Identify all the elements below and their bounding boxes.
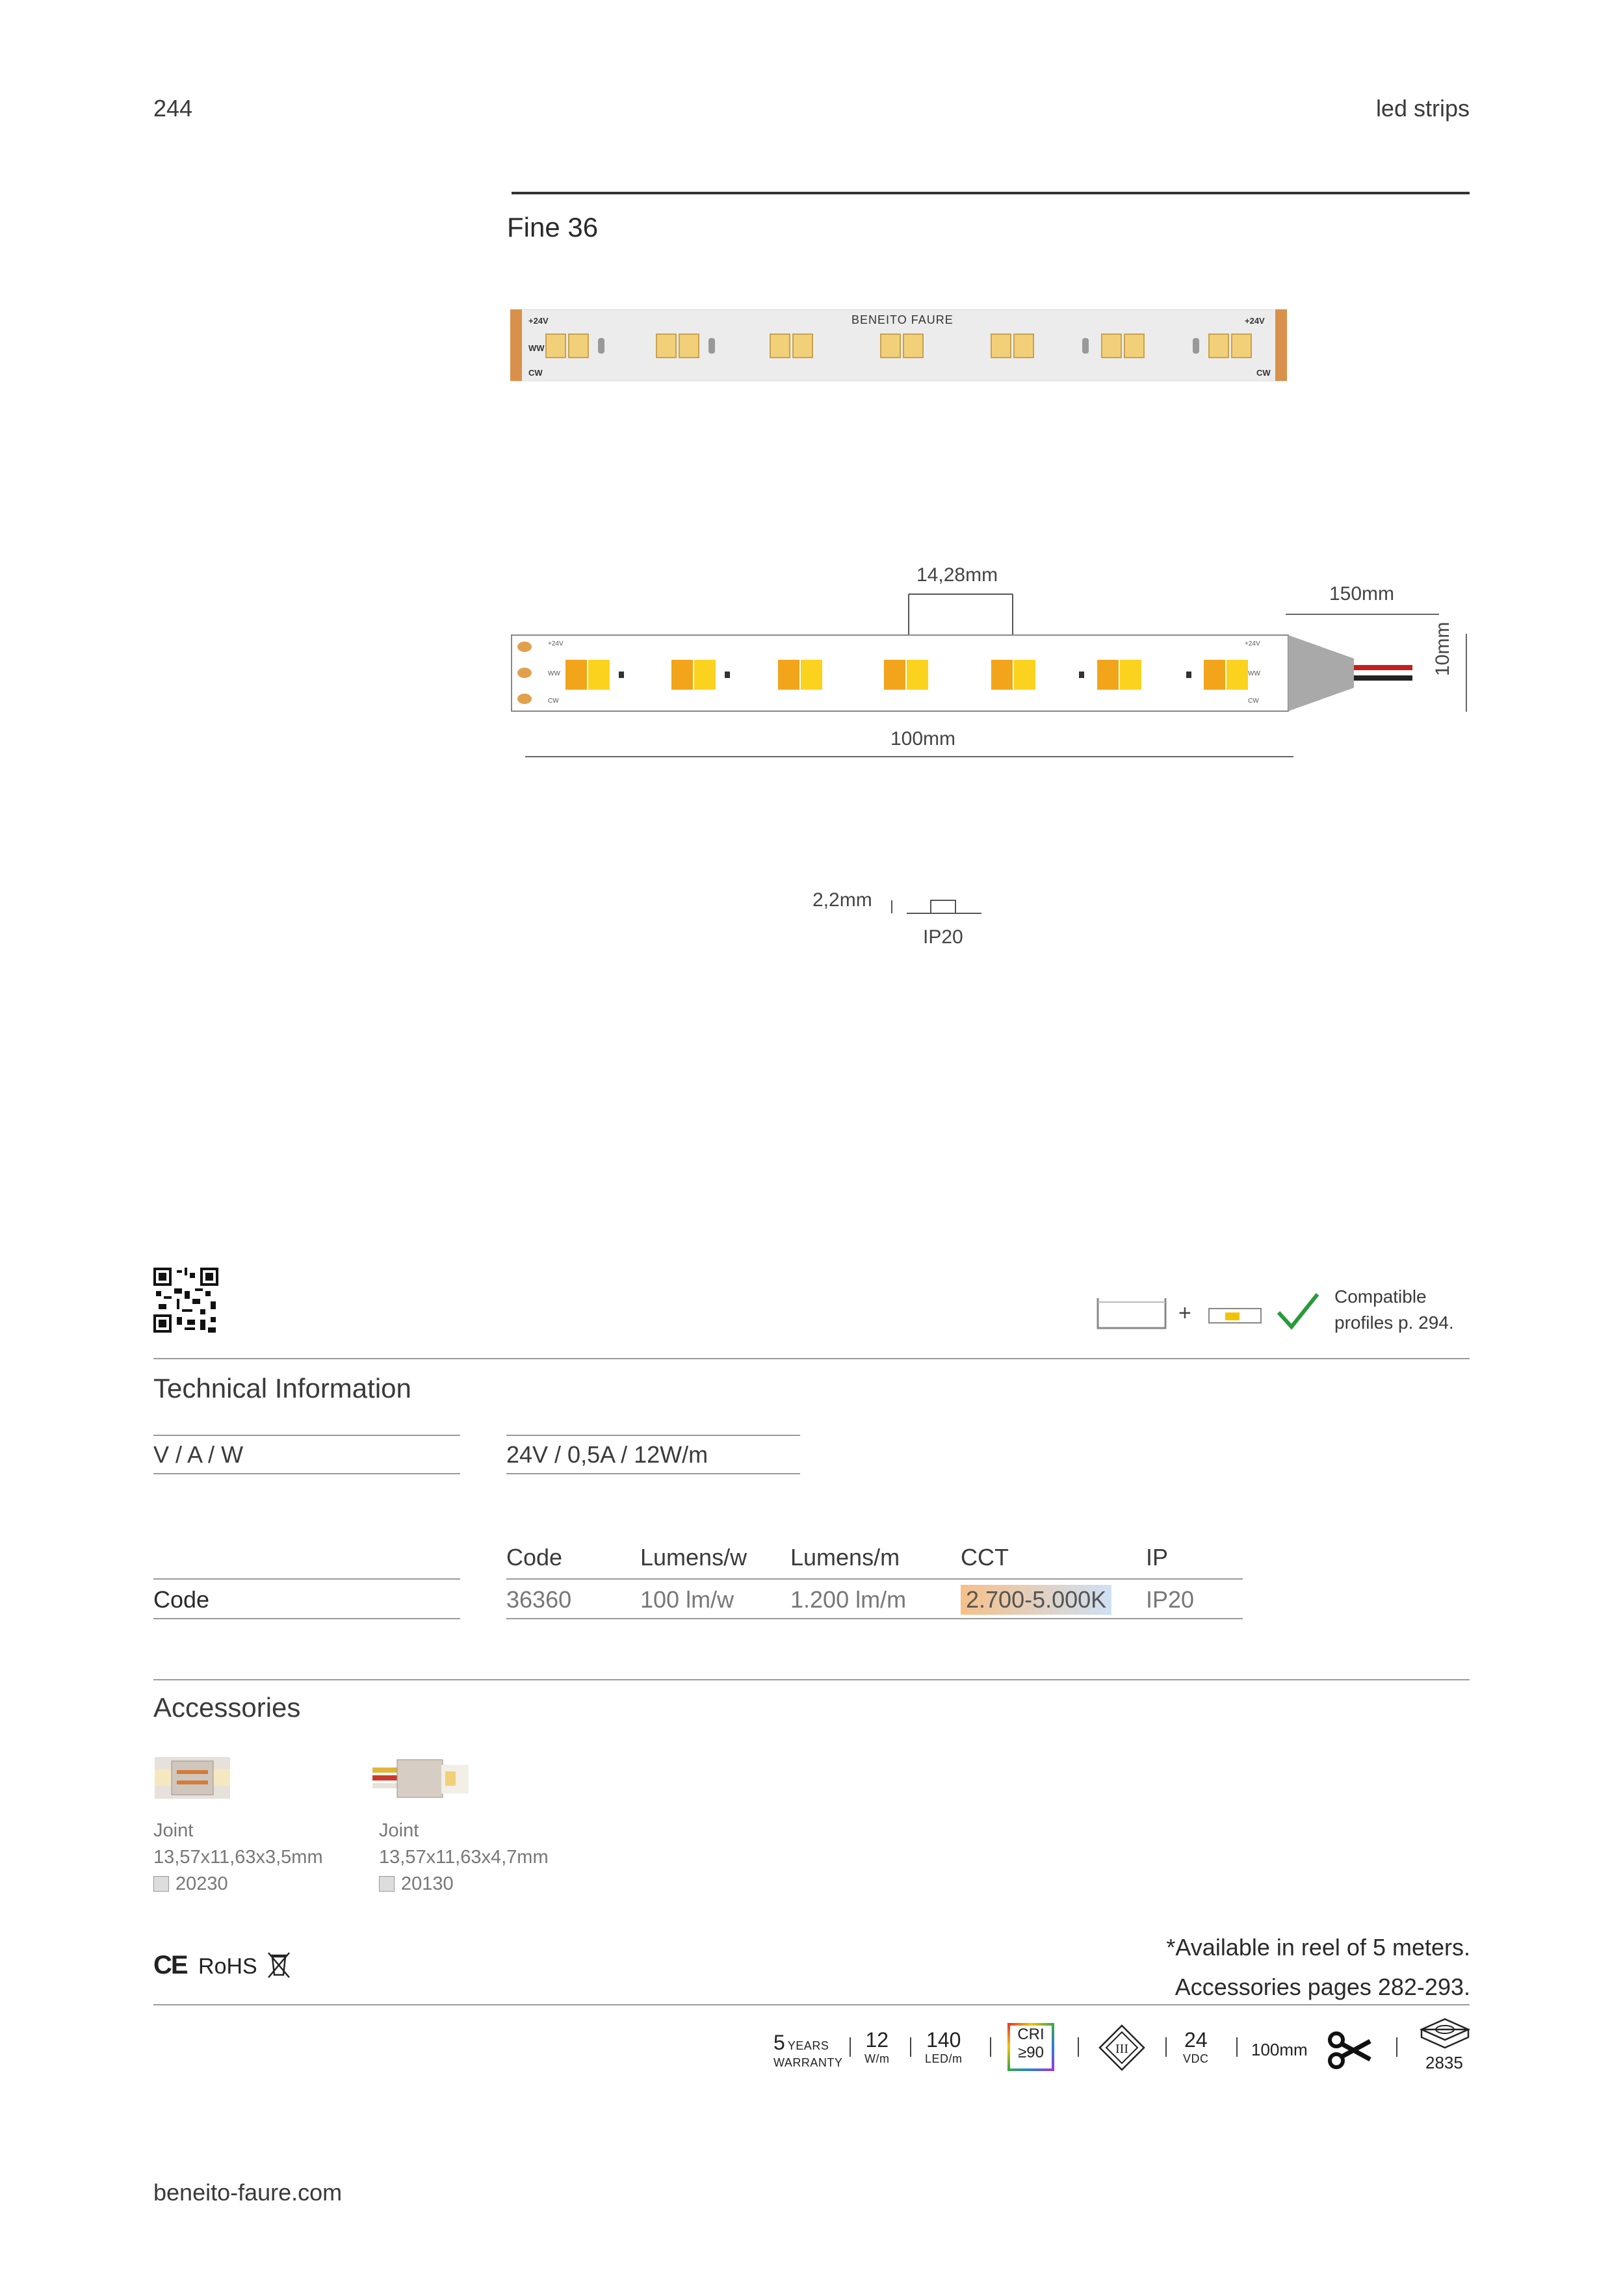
led-num: 140	[926, 2028, 961, 2052]
drawing-label-ww-right: WW	[1248, 670, 1260, 677]
sep-1	[850, 2037, 851, 2057]
volt-num: 24	[1184, 2028, 1208, 2052]
watt-icon	[864, 2028, 889, 2066]
accessory-2-checkbox[interactable]	[379, 1876, 395, 1892]
sep-7	[1396, 2037, 1397, 2057]
td-cct: 2.700-5.000K	[961, 1585, 1111, 1615]
dim-cut-line	[525, 756, 1293, 757]
page-number: 244	[153, 95, 193, 122]
certifications	[153, 1950, 291, 1980]
profile-section	[890, 894, 988, 920]
dim-thickness: 2,2mm	[812, 889, 872, 911]
accessory-2-dims: 13,57x11,63x4,7mm	[379, 1847, 549, 1868]
code-rule-bottom-right	[506, 1618, 1243, 1619]
vaw-rule-bottom-left	[153, 1473, 460, 1474]
drawing-label-ww-left: WW	[548, 670, 560, 677]
reel-note: *Available in reel of 5 meters.	[1166, 1934, 1470, 1961]
ce-mark: CE	[153, 1951, 187, 1979]
dim-pitch: 14,28mm	[916, 564, 998, 586]
led-unit: LED/m	[925, 2052, 963, 2065]
class-iii-icon	[1098, 2024, 1145, 2071]
title-rule	[512, 192, 1470, 194]
joint-image-2	[372, 1752, 470, 1804]
acc-rule	[153, 1679, 1470, 1680]
dim-height: 10mm	[1432, 621, 1453, 676]
accessory-1-code: 20230	[175, 1873, 228, 1894]
drawing-label-cw-right: CW	[1248, 698, 1259, 705]
strip-drawing	[510, 634, 1433, 715]
td-code[interactable]: 36360	[506, 1586, 572, 1613]
drawing-label-24v-left: +24V	[548, 640, 564, 647]
accessory-2-code: 20130	[401, 1873, 454, 1894]
vaw-rule-top-right	[506, 1435, 800, 1436]
warranty-years: YEARS	[787, 2039, 829, 2052]
strip-label-24v-left: +24V	[528, 316, 549, 326]
warranty-word: WARRANTY	[773, 2056, 843, 2069]
td-lumens-m: 1.200 lm/m	[790, 1586, 907, 1613]
strip-label-cw-left: CW	[528, 368, 543, 378]
accessories-heading: Accessories	[153, 1692, 301, 1723]
sep-5	[1165, 2037, 1167, 2057]
code-rule-top-right	[506, 1578, 1243, 1580]
watt-num: 12	[865, 2028, 889, 2052]
td-lumens-w: 100 lm/w	[640, 1586, 734, 1613]
accessory-1-name: Joint	[153, 1820, 194, 1841]
strip-label-24v-right: +24V	[1245, 316, 1265, 326]
sep-6	[1236, 2037, 1238, 2057]
compatible-profiles-icon	[1095, 1290, 1329, 1336]
sep-4	[1078, 2037, 1079, 2057]
dim-cable-line	[1286, 614, 1439, 615]
code-label: Code	[153, 1586, 210, 1613]
compatible-note[interactable]	[1334, 1284, 1454, 1336]
accessory-1-checkbox[interactable]	[153, 1876, 169, 1892]
icons-rule	[153, 2004, 1470, 2005]
qr-code[interactable]	[153, 1268, 218, 1333]
rohs-mark: RoHS	[198, 1954, 257, 1979]
drawing-label-cw-left: CW	[548, 698, 559, 705]
weee-bin-icon	[267, 1950, 291, 1979]
chip-label: 2835	[1425, 2053, 1463, 2072]
th-lumens-m: Lumens/m	[790, 1544, 900, 1571]
class-iii-text: III	[1115, 2042, 1128, 2056]
product-title: Fine 36	[507, 212, 599, 242]
accessory-2-name: Joint	[379, 1820, 419, 1841]
strip-label-cw-right: CW	[1256, 368, 1271, 378]
dim-pitch-bracket	[903, 592, 1020, 637]
code-rule-top-left	[153, 1578, 460, 1580]
sep-3	[990, 2037, 991, 2057]
svg-text:+: +	[1178, 1301, 1191, 1325]
td-ip: IP20	[1146, 1586, 1195, 1613]
dim-height-line	[1466, 634, 1467, 712]
accessory-1-dims: 13,57x11,63x3,5mm	[153, 1847, 323, 1868]
scissors-icon	[1327, 2031, 1373, 2070]
voltage-icon	[1183, 2028, 1209, 2066]
cri-bottom: ≥90	[1018, 2044, 1044, 2061]
cri-icon	[1007, 2023, 1054, 2071]
vaw-rule-bottom-right	[506, 1473, 800, 1474]
drawing-label-24v-right: +24V	[1245, 640, 1260, 647]
strip-brand: BENEITO FAURE	[851, 313, 954, 326]
vaw-value: 24V / 0,5A / 12W/m	[506, 1441, 708, 1468]
th-cct: CCT	[961, 1544, 1009, 1571]
section-title: led strips	[1375, 95, 1470, 122]
th-ip: IP	[1146, 1544, 1169, 1571]
sep-2	[910, 2037, 911, 2057]
accessory-2[interactable]	[379, 1818, 549, 1898]
chip-package-icon	[1419, 2016, 1471, 2053]
warranty-num: 5	[773, 2031, 785, 2054]
joint-image-1	[153, 1752, 231, 1804]
dim-cable-length: 150mm	[1329, 583, 1395, 605]
watt-unit: W/m	[864, 2052, 890, 2065]
volt-unit: VDC	[1183, 2052, 1209, 2065]
cri-top: CRI	[1017, 2026, 1045, 2043]
website-link[interactable]: beneito-faure.com	[153, 2179, 343, 2206]
accessories-pages-note[interactable]: Accessories pages 282-293.	[1175, 1974, 1470, 2000]
dim-cut-length: 100mm	[890, 728, 956, 750]
strip-label-ww-left: WW	[528, 343, 545, 353]
technical-heading: Technical Information	[153, 1373, 411, 1403]
vaw-rule-top-left	[153, 1435, 460, 1436]
spec-icons	[767, 2015, 1482, 2087]
led-count-icon	[925, 2028, 963, 2066]
cut-length-label: 100mm	[1251, 2040, 1308, 2059]
th-lumens-w: Lumens/w	[640, 1544, 747, 1571]
led-strip-photo	[510, 306, 1287, 385]
accessory-1[interactable]	[153, 1818, 323, 1898]
compatible-line2: profiles p. 294.	[1334, 1312, 1454, 1333]
tech-rule	[153, 1358, 1470, 1359]
th-code: Code	[506, 1544, 563, 1571]
vaw-label: V / A / W	[153, 1441, 244, 1468]
ip-rating: IP20	[923, 926, 963, 948]
warranty-icon	[773, 2031, 842, 2070]
code-rule-bottom-left	[153, 1618, 460, 1619]
compatible-line1: Compatible	[1334, 1286, 1427, 1307]
